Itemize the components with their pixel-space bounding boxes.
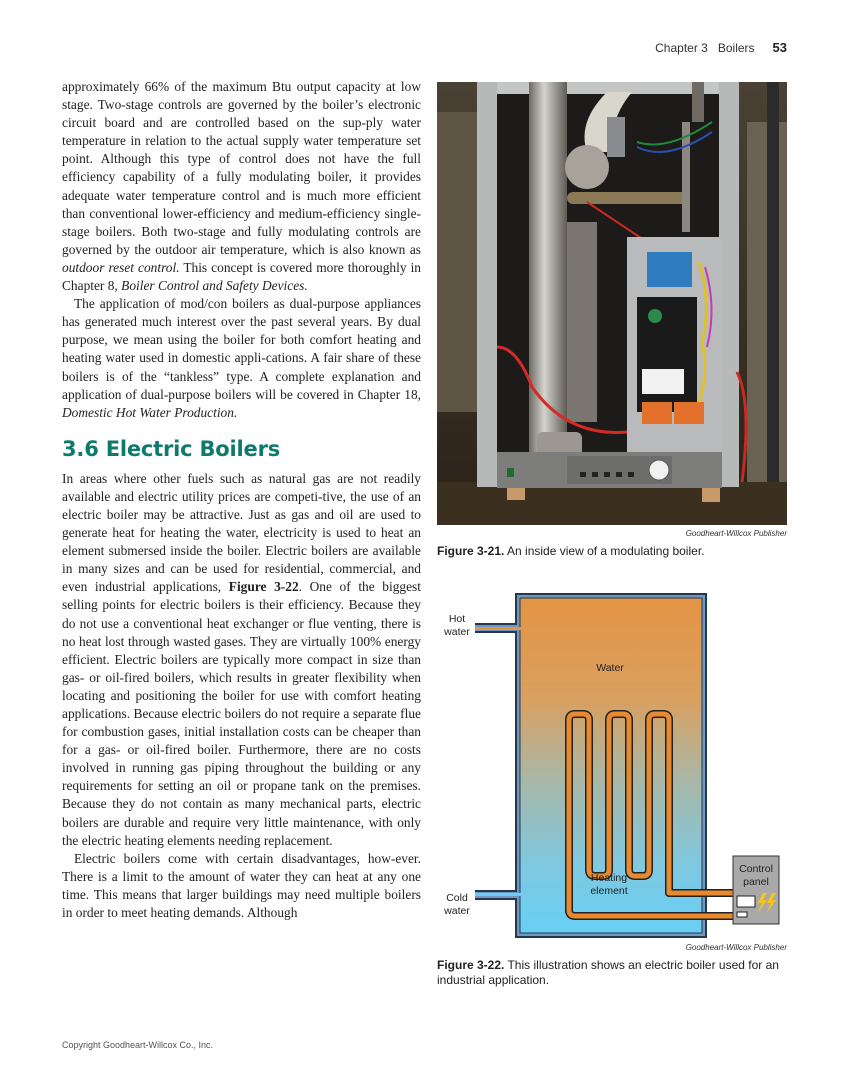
hot-water-label: Hot (448, 613, 466, 625)
chapter-label: Chapter 3 (655, 41, 708, 55)
chapter-reference: Domestic Hot Water Production. (62, 404, 238, 420)
hot-water-label: water (444, 626, 470, 638)
modulating-boiler-photo (437, 82, 787, 525)
figure-label: Figure 3-21. (437, 544, 505, 558)
figure-3-21-caption: Figure 3-21. An inside view of a modulating boiler. (437, 544, 705, 558)
section-heading: 3.6 Electric Boilers (62, 436, 281, 461)
electric-boiler-diagram (437, 590, 792, 940)
cold-water-label: water (444, 905, 470, 917)
chapter-reference: Boiler Control and Safety Devices. (121, 278, 308, 294)
body-text-column (62, 78, 421, 922)
section-label: Boilers (717, 41, 755, 55)
photo-credit: Goodheart-Willcox Publisher (685, 529, 787, 538)
copyright-footer: Copyright Goodheart-Willcox Co., Inc. (62, 1040, 214, 1050)
figure-3-22-caption: Figure 3-22. This illustration shows an electric boiler used for an industrial application. (437, 958, 779, 987)
boiler-photo-image (437, 82, 787, 525)
running-header (655, 40, 787, 55)
cold-water-label: Cold (446, 892, 468, 904)
paragraph: The application of mod/con boilers as dual-purpose appliances has generated much interest over the past several years. By dual purpose, we mean using the boiler for both comfort heating and heating water used in domestic appli-cations. A fair share of these boilers is of the “tankless” type. A complete explanation and application of dual-purpose boilers will be covered in Chapter 18, Domestic Hot Water Production. (62, 296, 421, 420)
water-label: Water (596, 662, 624, 674)
paragraph: In areas where other fuels such as natural gas are not readily available and electric utility prices are competi-tive, the use of an electric boiler may be attractive. Just as gas and oil are used to generate heat for heating the water, electricity is used to heat an element submersed inside the boiler. Electric boilers are available in many sizes and can be used for residential, commercial, and even industrial applications, Figure 3-22. One of the biggest selling points for electric boilers is their efficiency. Because they do not use a conventional heat exchanger or flue venting, there is no heat lost through wasted gases. They are virtually 100% energy efficient. Electric boilers are typically more compact in size than gas- or oil-fired boilers, which results in greater flexibility when locating and positioning the boiler for use with comfort heating applications. Because electric boilers do not require a separate flue for combustion gases, initial installation costs can be cheaper than for a gas- or oil-fired boiler. Furthermore, there are no costs involved in running gas piping throughout the building or any requirements for setting an oil or propane tank on the premises. Because they do not contain as many mechanical parts, electric boilers are durable and require very little maintenance, with only the electric heating elements needing replacement. (62, 470, 421, 848)
control-panel-label: panel (743, 876, 769, 888)
page-number: 53 (772, 40, 787, 55)
heating-element-label: Heating (590, 872, 628, 884)
figure-reference: Figure 3-22 (228, 579, 299, 595)
diagram-credit: Goodheart-Willcox Publisher (685, 943, 787, 952)
paragraph: approximately 66% of the maximum Btu output capacity at low stage. Two-stage controls are governed by the boiler’s electronic circuit board and are controlled based on the sup-ply water temperature in relation to the actual supply water temperature set point. Although this type of control does not have the full efficiency capability of a fully modulating boiler, it provides adequate water temperature control and is much more efficient than conventional lower-efficiency and medium-efficiency single-stage boilers. Both two-stage and fully modulating controls are governed by the outdoor air temperature, which is also known as outdoor reset control. This concept is covered more thoroughly in Chapter 8, Boiler Control and Safety Devices. (62, 79, 421, 294)
control-panel-label: Control (739, 863, 773, 875)
term-outdoor-reset: outdoor reset control. (62, 259, 180, 275)
heating-element-label: element (590, 885, 628, 897)
paragraph: Electric boilers come with certain disadvantages, how-ever. There is a limit to the amount of water they can heat at any one time. This means that larger buildings may need multiple boilers in order to meet heating demands. Although (62, 850, 421, 921)
figure-label: Figure 3-22. (437, 958, 505, 972)
